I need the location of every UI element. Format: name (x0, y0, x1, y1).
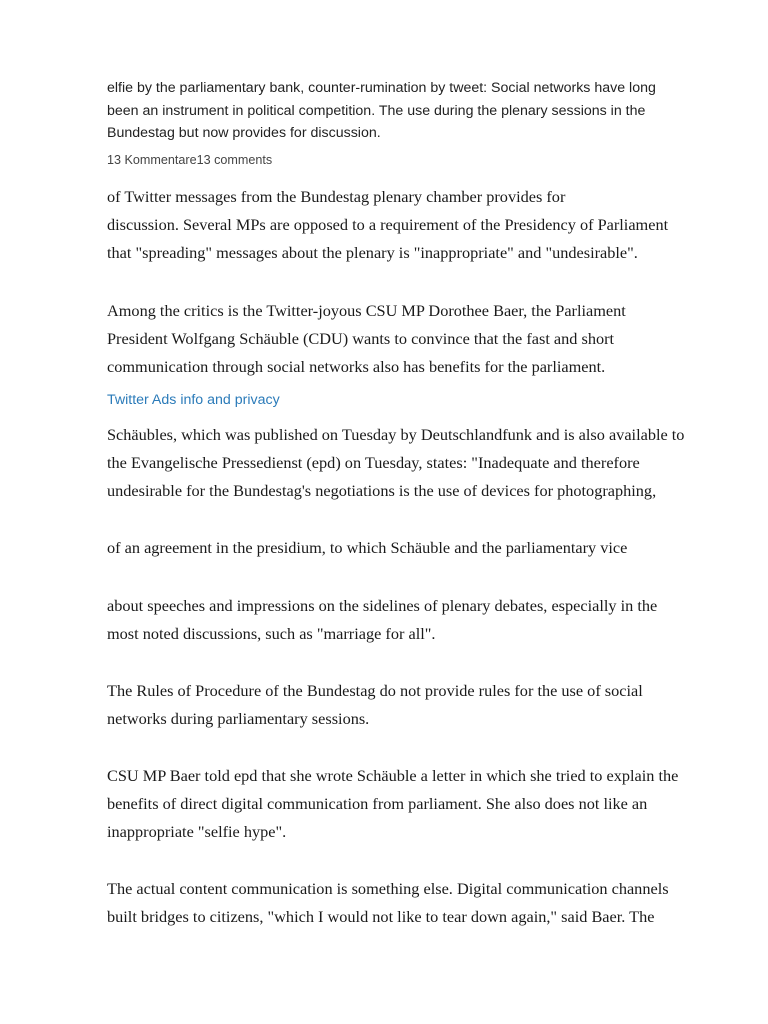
article-paragraph-4 (107, 534, 719, 562)
lead-line: been an instrument in political competition. The use during the plenary sessions in the (107, 102, 646, 119)
comments-count-link[interactable]: 13 Kommentare13 comments (107, 153, 273, 167)
paragraph-line: built bridges to citizens, "which I would not like to tear down again," said Baer. The (107, 907, 655, 926)
article-paragraph-7 (107, 762, 719, 846)
article-paragraph-2 (107, 297, 719, 381)
paragraph-line: Schäubles, which was published on Tuesday by Deutschlandfunk and is also available to (107, 425, 685, 444)
paragraph-line: discussion. Several MPs are opposed to a requirement of the Presidency of Parliament (107, 215, 669, 234)
article-paragraph-6 (107, 677, 719, 733)
paragraph-line: The Rules of Procedure of the Bundestag do not provide rules for the use of social (107, 681, 643, 700)
paragraph-line: President Wolfgang Schäuble (CDU) wants to convince that the fast and short (107, 329, 615, 348)
paragraph-line: the Evangelische Pressedienst (epd) on Tuesday, states: "Inadequate and therefore (107, 453, 640, 472)
twitter-ads-info-link[interactable]: Twitter Ads info and privacy (107, 392, 280, 408)
paragraph-line: CSU MP Baer told epd that she wrote Schäuble a letter in which she tried to explain the (107, 766, 679, 785)
lead-line: Bundestag but now provides for discussion. (107, 125, 381, 141)
paragraph-line: benefits of direct digital communication from parliament. She also does not like an (107, 794, 648, 813)
article-paragraph-5 (107, 592, 719, 648)
article-lead (107, 77, 717, 145)
paragraph-line: about speeches and impressions on the sidelines of plenary debates, especially in the (107, 596, 658, 615)
paragraph-line: communication through social networks also has benefits for the parliament. (107, 357, 606, 376)
lead-line: elfie by the parliamentary bank, counter-rumination by tweet: Social networks have long (107, 80, 656, 96)
paragraph-line: The actual content communication is something else. Digital communication channels (107, 879, 669, 898)
paragraph-line: undesirable for the Bundestag's negotiations is the use of devices for photographing, (107, 481, 657, 500)
article-paragraph-3 (107, 421, 719, 505)
paragraph-line: Among the critics is the Twitter-joyous CSU MP Dorothee Baer, the Parliament (107, 301, 626, 320)
paragraph-line: inappropriate "selfie hype". (107, 822, 287, 841)
paragraph-line: of Twitter messages from the Bundestag plenary chamber provides for (107, 187, 566, 206)
article-paragraph-1 (107, 183, 719, 267)
paragraph-line: that "spreading" messages about the plenary is "inappropriate" and "undesirable". (107, 243, 638, 262)
paragraph-line: most noted discussions, such as "marriage for all". (107, 624, 436, 643)
article-paragraph-8 (107, 875, 719, 931)
paragraph-line: of an agreement in the presidium, to which Schäuble and the parliamentary vice (107, 538, 628, 557)
paragraph-line: networks during parliamentary sessions. (107, 709, 370, 728)
